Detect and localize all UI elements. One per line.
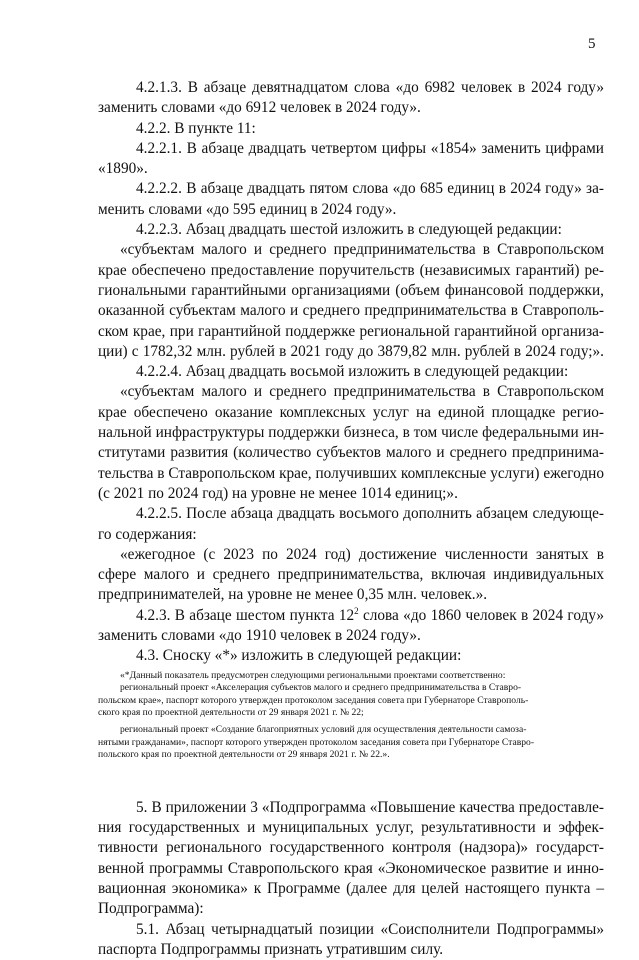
text-line: заменить словами «до 1910 человек в 2024 году». (98, 627, 421, 645)
text-line: ния государственных и муниципальных услуг, результативности и эффек- (98, 819, 604, 837)
text-fragment: 4.2.3. В абзаце шестом пункта 12 (136, 606, 355, 624)
text-line: нальной инфраструктуры поддержки бизнеса, в том числе федеральными ин- (98, 424, 604, 442)
text-line: 4.2.2.3. Абзац двадцать шестой изложить в следующей редакции: (136, 221, 562, 239)
paragraph-4-2-2-2 (98, 179, 604, 220)
footnote-line: «*Данный показатель предусмотрен следующими региональными проектами соответственно: (120, 669, 506, 681)
text-line: крае обеспечено предоставление поручительств (независимых гарантий) ре- (98, 261, 604, 279)
quote-paragraph-3 (98, 545, 604, 606)
quote-paragraph-2 (98, 382, 604, 504)
footnote-line: региональный проект «Акселерация субъектов малого и среднего предпринимательства в Ставро- (120, 682, 522, 694)
text-line: крае обеспечено оказание комплексных услуг на единой площадке регио- (98, 403, 604, 421)
text-line: «1890». (98, 160, 148, 178)
text-line: ском крае, при гарантийной поддержке региональной гарантийной организа- (98, 322, 604, 340)
text-line: «субъектам малого и среднего предпринимательства в Ставропольском (120, 241, 604, 259)
text-line: менить словами «до 595 единиц в 2024 году». (98, 200, 397, 218)
text-line: вационная экономика» к Программе (далее для целей настоящего пункта – (98, 879, 604, 897)
text-line: го содержания: (98, 525, 197, 543)
text-line: 4.2.2.4. Абзац двадцать восьмой изложить в следующей редакции: (136, 363, 569, 381)
paragraph-5 (98, 798, 604, 920)
paragraph-4-2-2-4 (98, 362, 604, 382)
text-line: 4.2.2.1. В абзаце двадцать четвертом цифры «1854» заменить цифрами (136, 139, 604, 157)
footnote-line: польского края по проектной деятельности от 29 января 2021 г. № 22.». (98, 749, 390, 761)
superscript: 2 (354, 605, 359, 616)
text-line: тивности регионального государственного контроля (надзора)» государст- (98, 839, 604, 857)
text-line: (с 2021 по 2024 год) на уровне не менее 1014 единиц;». (98, 484, 458, 502)
text-line (98, 606, 604, 626)
paragraph-4-2-2-3 (98, 220, 604, 240)
text-line: ститутами развития (количество субъектов малого и среднего предпринима- (98, 444, 604, 462)
document-body (98, 78, 604, 960)
text-line: 4.2.2. В пункте 11: (136, 119, 256, 137)
paragraph-5-1 (98, 920, 604, 960)
footnote-text (98, 670, 604, 762)
text-line: 5.1. Абзац четырнадцатый позиции «Соисполнители Подпрограммы» (136, 920, 604, 938)
text-line: 4.3. Сноску «*» изложить в следующей редакции: (136, 647, 462, 665)
paragraph-4-2-2-1 (98, 139, 604, 180)
footnote-line: региональный проект «Создание благоприятных условий для осуществления деятельности самоза- (120, 723, 527, 735)
text-line: 4.2.1.3. В абзаце девятнадцатом слова «до 6982 человек в 2024 году» (136, 79, 604, 96)
text-line: 4.2.2.5. После абзаца двадцать восьмого дополнить абзацем следующе- (136, 505, 604, 523)
text-line: оказанной субъектам малого и среднего предпринимательства в Ставрополь- (98, 302, 604, 320)
page-number: 5 (588, 36, 596, 52)
text-line: «ежегодное (с 2023 по 2024 год) достижение численности занятых в (120, 545, 604, 563)
text-line: 4.2.2.2. В абзаце двадцать пятом слова «до 685 единиц в 2024 году» за- (136, 180, 604, 198)
paragraph-4-2-1-3 (98, 78, 604, 119)
text-line: Подпрограмма): (98, 900, 204, 918)
text-line: «субъектам малого и среднего предпринимательства в Ставропольском (120, 383, 604, 401)
spacer (98, 762, 604, 798)
footnote-line: ского края по проектной деятельности от 29 января 2021 г. № 22; (98, 707, 364, 719)
paragraph-4-2-2 (98, 119, 604, 139)
text-line: 5. В приложении 3 «Подпрограмма «Повышение качества предоставле- (136, 798, 604, 816)
text-line: ции) с 1782,32 млн. рублей в 2021 году до 3879,82 млн. рублей в 2024 году;». (98, 342, 604, 360)
text-line: заменить словами «до 6912 человек в 2024 году». (98, 99, 421, 117)
text-fragment: слова «до 1860 человек в 2024 году» (358, 606, 604, 624)
footnote-line: польском крае», паспорт которого утвержден протоколом заседания совета при Губернаторе Ставрополь- (98, 694, 529, 706)
text-line: предпринимателей, на уровне не менее 0,35 млн. человек.». (98, 586, 488, 604)
text-line: венной программы Ставропольского края «Экономическое развитие и инно- (98, 859, 604, 877)
quote-paragraph-1 (98, 240, 604, 362)
paragraph-4-3 (98, 646, 604, 666)
footnote-line: нятыми гражданами», паспорт которого утвержден протоколом заседания совета при Губернаторе Ставро- (98, 736, 535, 748)
paragraph-4-2-3 (98, 606, 604, 647)
text-line: гиональными гарантийными организациями (объем финансовой поддержки, (98, 281, 604, 299)
text-line: паспорта Подпрограммы признать утратившим силу. (98, 940, 444, 958)
text-line: сфере малого и среднего предпринимательства, включая индивидуальных (98, 566, 604, 584)
text-line: тельства в Ставропольском крае, получивших комплексные услуги) ежегодно (98, 464, 604, 482)
paragraph-4-2-2-5 (98, 504, 604, 545)
